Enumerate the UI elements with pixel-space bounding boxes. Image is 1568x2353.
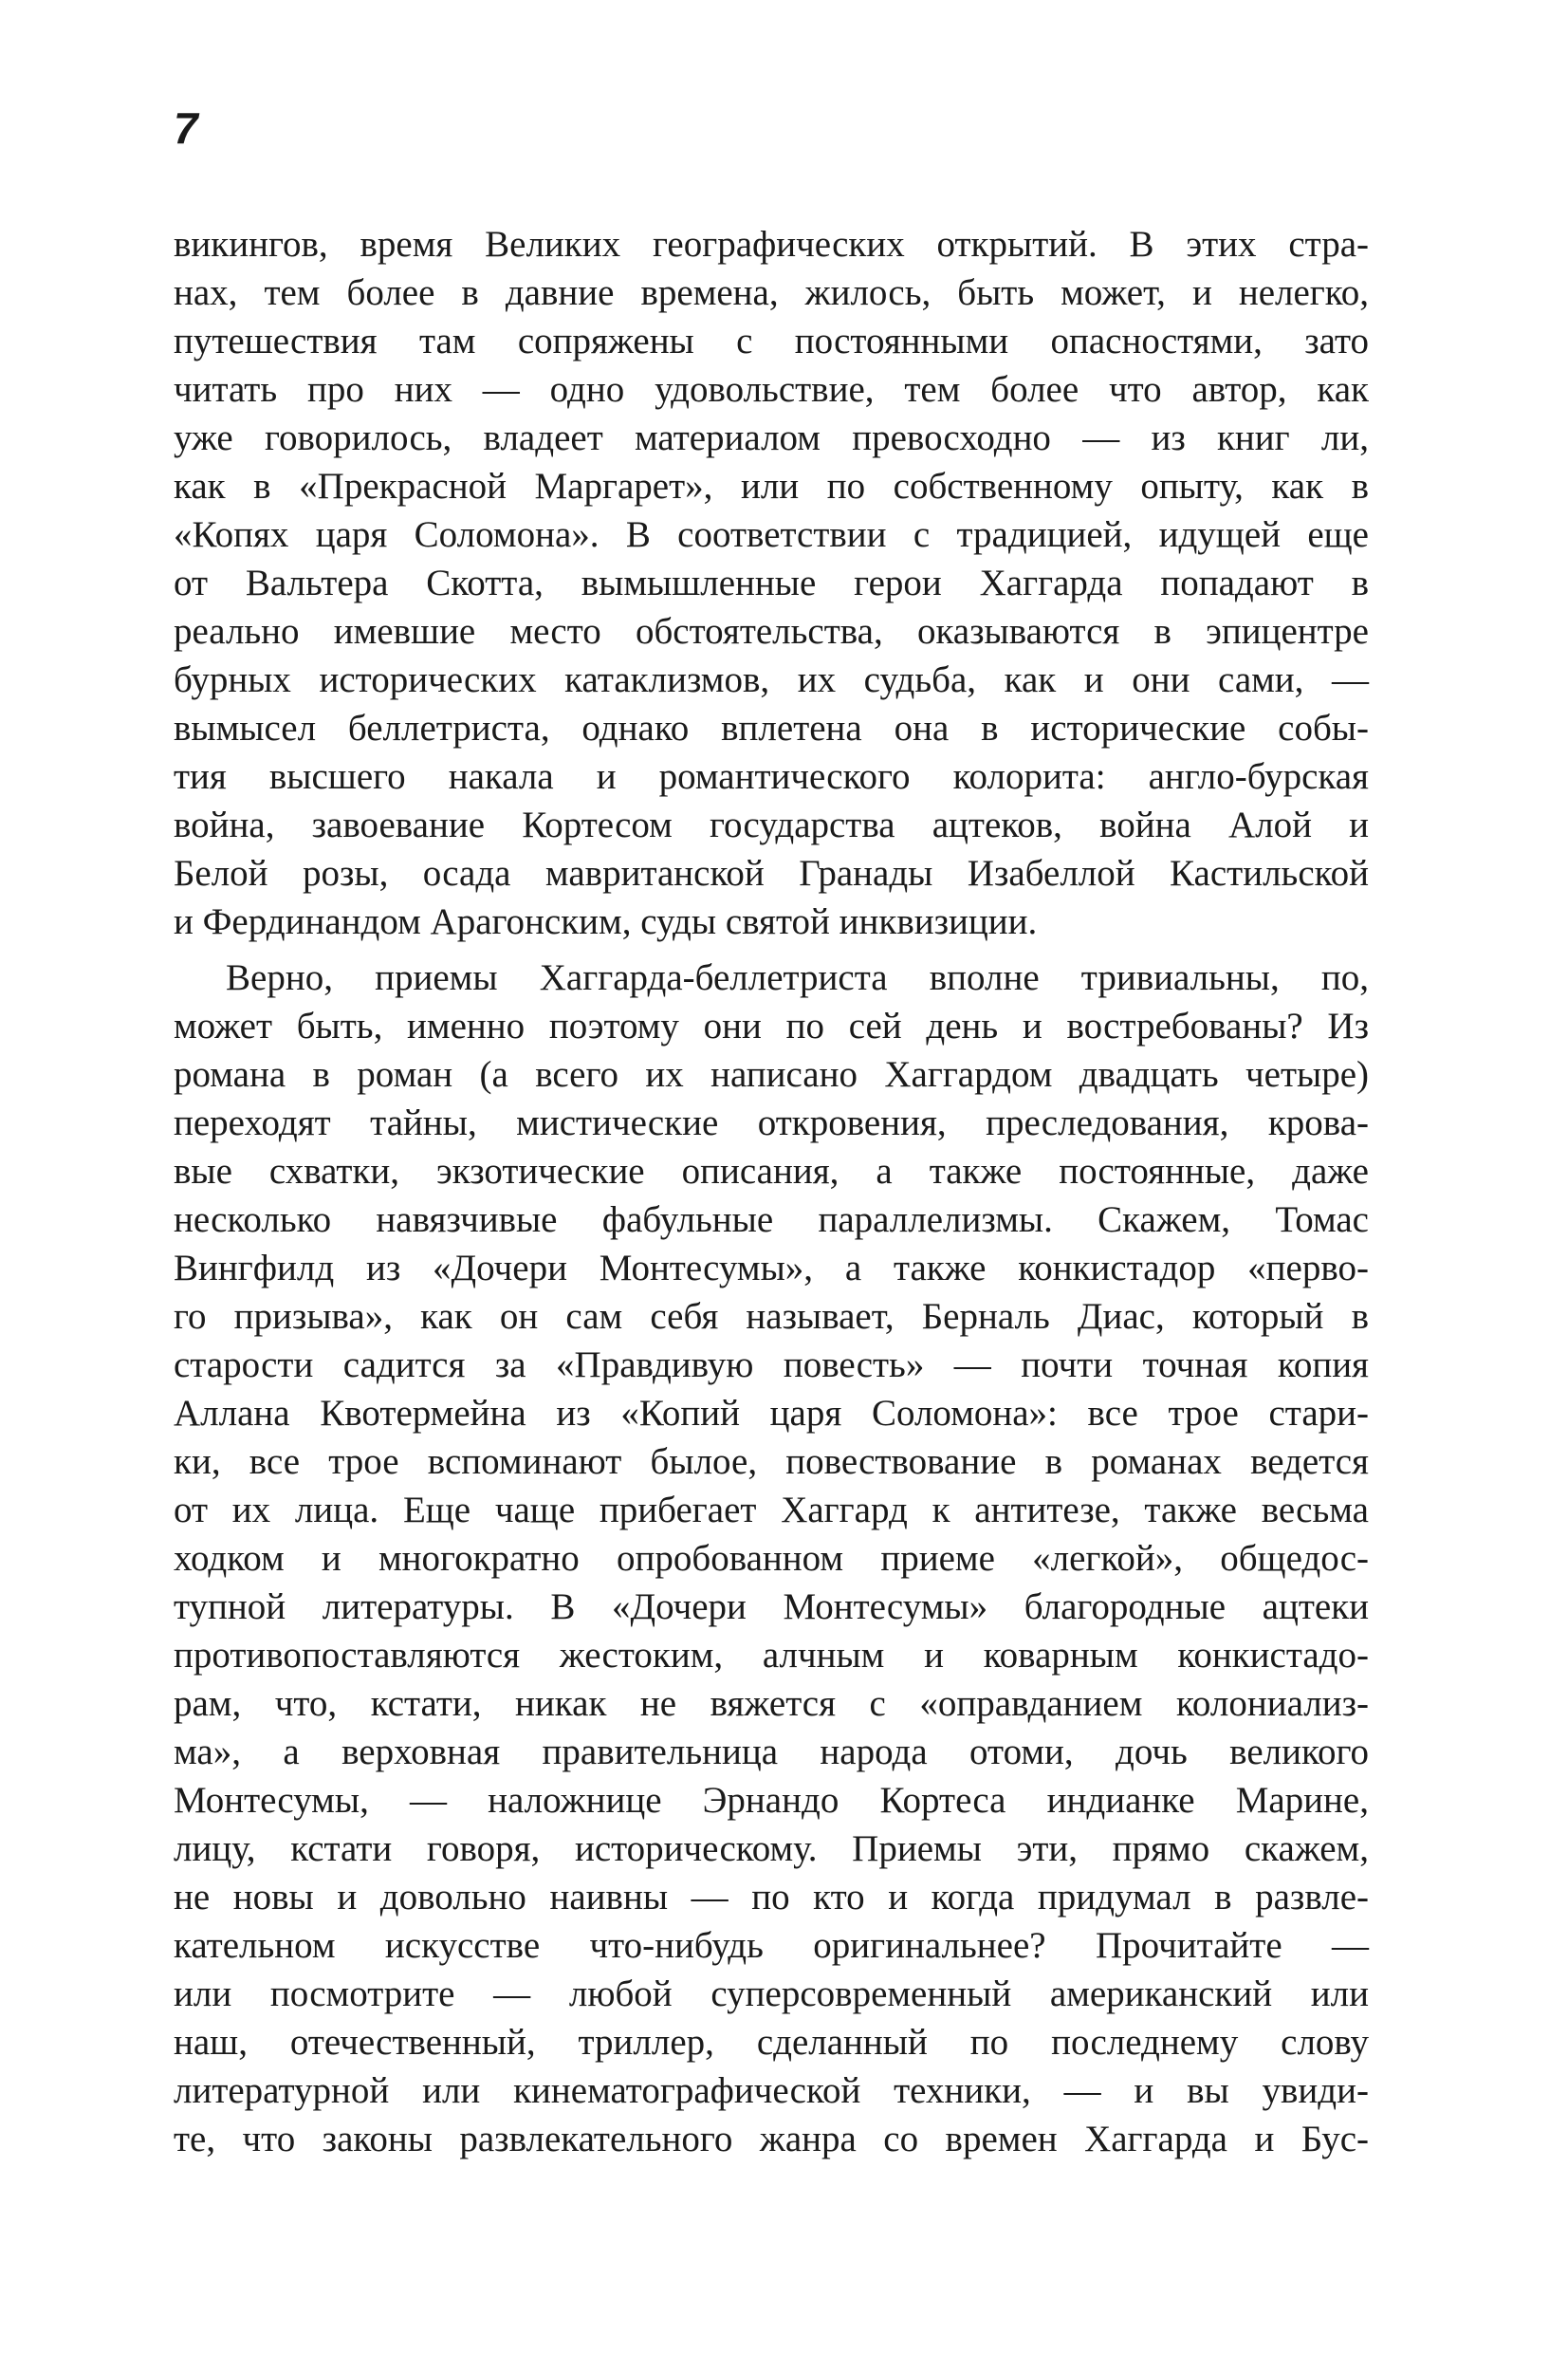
text-line: го призыва», как он сам себя называет, Берналь Диас, который в bbox=[174, 1296, 1369, 1337]
text-line: бурных исторических катаклизмов, их судьба, как и они сами, — bbox=[174, 659, 1369, 700]
text-line: те, что законы развлекательного жанра со времен Хаггарда и Бус- bbox=[174, 2119, 1369, 2159]
text-line: Вингфилд из «Дочери Монтесумы», а также конкистадор «перво- bbox=[174, 1248, 1369, 1288]
page-number: 7 bbox=[174, 103, 198, 153]
text-line: Верно, приемы Хаггарда-беллетриста вполне тривиальны, по, bbox=[226, 957, 1369, 998]
text-line: путешествия там сопряжены с постоянными опасностями, зато bbox=[174, 321, 1369, 361]
paragraph-2 bbox=[174, 954, 1369, 2163]
text-line: нах, тем более в давние времена, жилось, быть может, и нелегко, bbox=[174, 272, 1369, 313]
text-line: ки, все трое вспоминают былое, повествование в романах ведется bbox=[174, 1441, 1369, 1482]
text-line: от их лица. Еще чаще прибегает Хаггард к антитезе, также весьма bbox=[174, 1490, 1369, 1530]
text-line: ма», а верховная правительница народа отоми, дочь великого bbox=[174, 1732, 1369, 1772]
text-line: лицу, кстати говоря, историческому. Приемы эти, прямо скажем, bbox=[174, 1828, 1369, 1869]
text-line: или посмотрите — любой суперсовременный американский или bbox=[174, 1973, 1369, 2014]
text-line: рам, что, кстати, никак не вяжется с «оправданием колониализ- bbox=[174, 1683, 1369, 1724]
text-line: от Вальтера Скотта, вымышленные герои Хаггарда попадают в bbox=[174, 563, 1369, 603]
paragraph-1 bbox=[174, 220, 1369, 946]
text-line: кательном искусстве что-нибудь оригинальнее? Прочитайте — bbox=[174, 1925, 1369, 1966]
text-body bbox=[174, 220, 1369, 2163]
text-line: Белой розы, осада мавританской Гранады Изабеллой Кастильской bbox=[174, 853, 1369, 894]
text-line: наш, отечественный, триллер, сделанный по последнему слову bbox=[174, 2022, 1369, 2063]
text-line: ходком и многократно опробованном приеме «легкой», общедос- bbox=[174, 1538, 1369, 1579]
text-line: викингов, время Великих географических открытий. В этих стра- bbox=[174, 224, 1369, 265]
text-line: романа в роман (а всего их написано Хаггардом двадцать четыре) bbox=[174, 1054, 1369, 1095]
text-line: уже говорилось, владеет материалом превосходно — из книг ли, bbox=[174, 417, 1369, 458]
text-line: литературной или кинематографической техники, — и вы увиди- bbox=[174, 2070, 1369, 2111]
text-line: противопоставляются жестоким, алчным и коварным конкистадо- bbox=[174, 1635, 1369, 1676]
text-line: несколько навязчивые фабульные параллелизмы. Скажем, Томас bbox=[174, 1199, 1369, 1240]
text-line: не новы и довольно наивны — по кто и когда придумал в развле- bbox=[174, 1877, 1369, 1918]
text-line: может быть, именно поэтому они по сей день и востребованы? Из bbox=[174, 1006, 1369, 1047]
text-line: тупной литературы. В «Дочери Монтесумы» благородные ацтеки bbox=[174, 1586, 1369, 1627]
text-line: реально имевшие место обстоятельства, оказываются в эпицентре bbox=[174, 611, 1369, 652]
text-line: старости садится за «Правдивую повесть» — почти точная копия bbox=[174, 1344, 1369, 1385]
text-line: как в «Прекрасной Маргарет», или по собственному опыту, как в bbox=[174, 466, 1369, 507]
text-line: Монтесумы, — наложнице Эрнандо Кортеса индианке Марине, bbox=[174, 1780, 1369, 1821]
text-line: вымысел беллетриста, однако вплетена она в исторические собы- bbox=[174, 708, 1369, 749]
text-line: читать про них — одно удовольствие, тем более что автор, как bbox=[174, 369, 1369, 410]
text-line: «Копях царя Соломона». В соответствии с традицией, идущей еще bbox=[174, 514, 1369, 555]
text-line: тия высшего накала и романтического колорита: англо-бурская bbox=[174, 756, 1369, 797]
text-line: Аллана Квотермейна из «Копий царя Соломона»: все трое стари- bbox=[174, 1393, 1369, 1434]
text-line: и Фердинандом Арагонским, суды святой инквизиции. bbox=[174, 901, 1038, 942]
text-line: война, завоевание Кортесом государства ацтеков, война Алой и bbox=[174, 805, 1369, 845]
text-line: переходят тайны, мистические откровения, преследования, крова- bbox=[174, 1102, 1369, 1143]
text-line: вые схватки, экзотические описания, а также постоянные, даже bbox=[174, 1151, 1369, 1192]
